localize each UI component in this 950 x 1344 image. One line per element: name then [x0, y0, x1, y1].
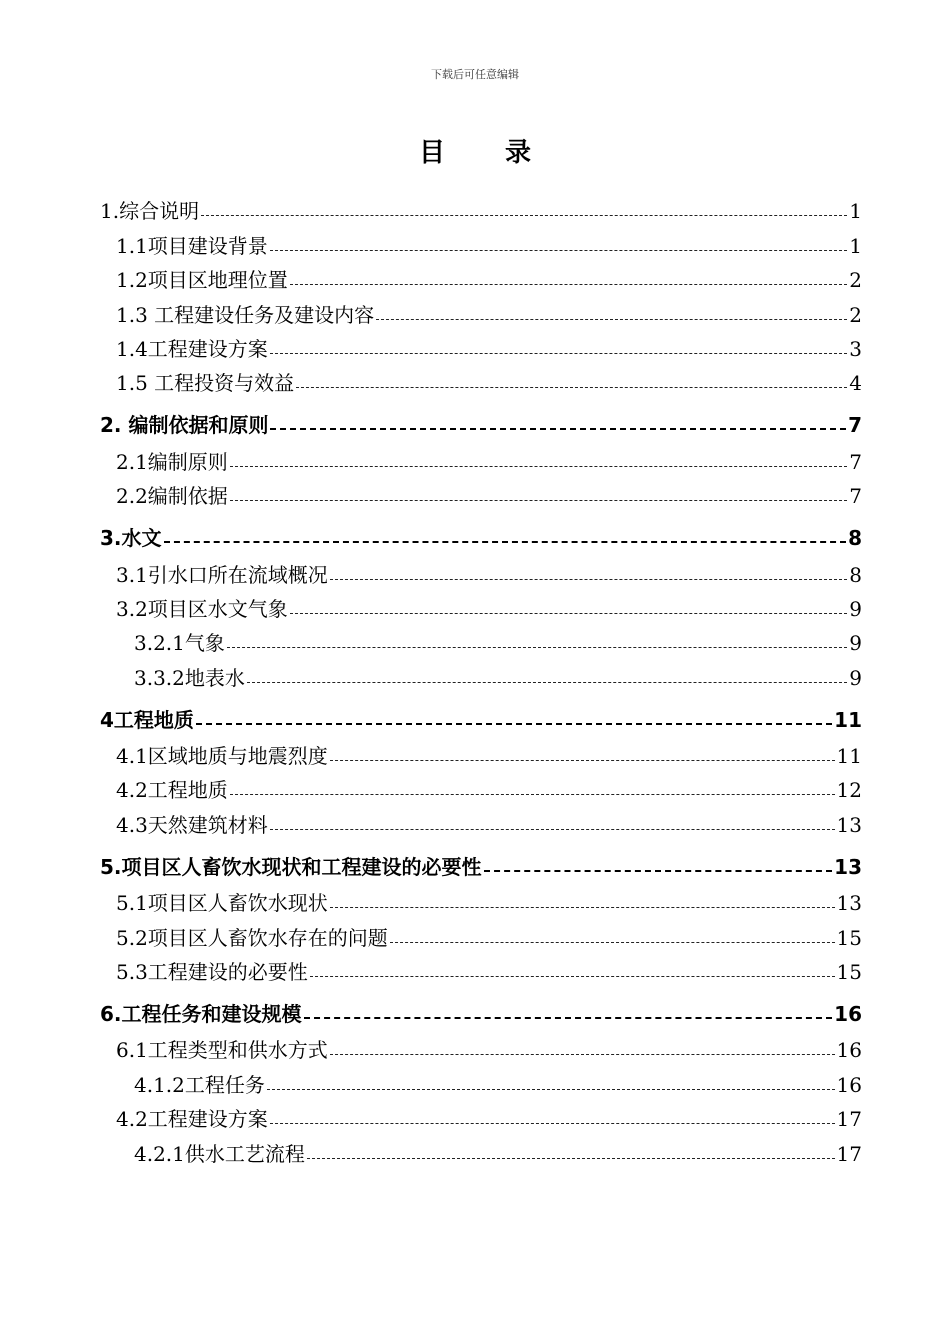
toc-dot-leader — [330, 760, 835, 761]
toc-entry-label: 4.2工程建设方案 — [116, 1107, 268, 1132]
toc-entry-page-number: 7 — [849, 449, 862, 474]
toc-entry[interactable] — [100, 803, 862, 837]
toc-dot-leader — [230, 466, 847, 467]
toc-entry-page-number: 1 — [849, 199, 862, 224]
toc-entry-label: 3.1引水口所在流域概况 — [116, 562, 328, 587]
toc-entry[interactable] — [100, 190, 862, 224]
toc-dot-leader — [330, 907, 835, 908]
toc-entry-label: 3.2项目区水文气象 — [116, 596, 288, 621]
toc-entry-page-number: 16 — [836, 1038, 862, 1063]
toc-dot-leader — [270, 250, 847, 251]
toc-entry[interactable] — [100, 328, 862, 362]
toc-entry[interactable] — [100, 691, 862, 735]
toc-dot-leader — [230, 794, 835, 795]
toc-dot-leader — [330, 1054, 835, 1055]
toc-entry[interactable] — [100, 951, 862, 985]
toc-entry-page-number: 2 — [849, 268, 862, 293]
toc-dot-leader — [376, 319, 847, 320]
toc-entry-page-number: 11 — [834, 707, 862, 732]
toc-entry-label: 4.2工程地质 — [116, 778, 228, 803]
toc-entry-label: 1.2项目区地理位置 — [116, 268, 288, 293]
toc-dot-leader — [290, 284, 847, 285]
toc-entry[interactable] — [100, 259, 862, 293]
toc-title: 目录 — [418, 138, 591, 168]
toc-entry-label: 5.1项目区人畜饮水现状 — [116, 891, 328, 916]
toc-entry[interactable] — [100, 1063, 862, 1097]
toc-entry-label: 2.1编制原则 — [116, 449, 228, 474]
toc-entry-page-number: 7 — [848, 413, 862, 438]
toc-entry-page-number: 7 — [849, 484, 862, 509]
toc-entry[interactable] — [100, 588, 862, 622]
toc-entry-page-number: 13 — [836, 891, 862, 916]
toc-entry[interactable] — [100, 882, 862, 916]
toc-dot-leader — [390, 942, 835, 943]
toc-dot-leader — [270, 1123, 835, 1124]
toc-entry[interactable] — [100, 985, 862, 1029]
toc-dot-leader — [227, 647, 847, 648]
toc-entry-page-number: 9 — [849, 665, 862, 690]
toc-dot-leader — [307, 1158, 835, 1159]
toc-dot-leader — [267, 1089, 835, 1090]
toc-entry-label: 1.4工程建设方案 — [116, 336, 268, 361]
toc-entry-page-number: 17 — [836, 1141, 862, 1166]
toc-dot-leader — [201, 215, 847, 216]
toc-entry[interactable] — [100, 509, 862, 553]
toc-entry-label: 3.2.1气象 — [134, 631, 225, 656]
toc-entry-label: 1.3 工程建设任务及建设内容 — [116, 302, 375, 327]
toc-entry-label: 1.1项目建设背景 — [116, 233, 268, 258]
table-of-contents — [100, 190, 862, 1167]
page-header-note: 下载后可任意编辑 — [431, 68, 519, 81]
toc-entry-label: 1.综合说明 — [100, 199, 200, 224]
toc-entry[interactable] — [100, 362, 862, 396]
toc-dot-leader — [304, 1017, 833, 1019]
toc-entry-label: 2. 编制依据和原则 — [100, 413, 269, 438]
toc-entry-page-number: 15 — [836, 925, 862, 950]
toc-entry-label: 3.水文 — [100, 526, 162, 551]
toc-entry-label: 5.3工程建设的必要性 — [116, 960, 308, 985]
toc-entry[interactable] — [100, 224, 862, 258]
toc-entry-label: 4.3天然建筑材料 — [116, 812, 268, 837]
toc-dot-leader — [230, 500, 847, 501]
toc-dot-leader — [270, 829, 835, 830]
toc-entry-page-number: 13 — [836, 812, 862, 837]
toc-dot-leader — [296, 387, 847, 388]
toc-entry-page-number: 9 — [849, 631, 862, 656]
toc-entry-label: 4.1.2工程任务 — [134, 1072, 265, 1097]
toc-dot-leader — [330, 579, 847, 580]
toc-entry-label: 4.1区域地质与地震烈度 — [116, 744, 328, 769]
toc-entry[interactable] — [100, 440, 862, 474]
toc-entry-label: 3.3.2地表水 — [134, 665, 245, 690]
toc-entry[interactable] — [100, 622, 862, 656]
toc-entry-page-number: 2 — [849, 302, 862, 327]
toc-entry-label: 5.项目区人畜饮水现状和工程建设的必要性 — [100, 854, 482, 879]
toc-entry[interactable] — [100, 735, 862, 769]
toc-dot-leader — [270, 428, 846, 430]
toc-entry[interactable] — [100, 293, 862, 327]
toc-entry-page-number: 3 — [849, 336, 862, 361]
toc-dot-leader — [270, 353, 847, 354]
toc-dot-leader — [310, 976, 835, 977]
toc-entry[interactable] — [100, 838, 862, 882]
toc-dot-leader — [247, 682, 847, 683]
toc-entry-page-number: 16 — [834, 1002, 862, 1027]
toc-entry-label: 5.2项目区人畜饮水存在的问题 — [116, 925, 388, 950]
toc-entry-page-number: 8 — [848, 526, 862, 551]
toc-entry-page-number: 8 — [849, 562, 862, 587]
toc-entry-label: 2.2编制依据 — [116, 484, 228, 509]
toc-dot-leader — [290, 613, 847, 614]
toc-entry-page-number: 9 — [849, 596, 862, 621]
toc-entry-page-number: 17 — [836, 1107, 862, 1132]
toc-entry[interactable] — [100, 475, 862, 509]
toc-entry-label: 4工程地质 — [100, 707, 194, 732]
toc-entry[interactable] — [100, 769, 862, 803]
toc-entry-page-number: 12 — [836, 778, 862, 803]
toc-entry-page-number: 11 — [836, 744, 862, 769]
toc-entry-label: 1.5 工程投资与效益 — [116, 371, 295, 396]
toc-entry[interactable] — [100, 656, 862, 690]
toc-dot-leader — [164, 541, 847, 543]
toc-entry-label: 6.1工程类型和供水方式 — [116, 1038, 328, 1063]
toc-dot-leader — [196, 723, 832, 725]
toc-entry[interactable] — [100, 916, 862, 950]
toc-entry-label: 6.工程任务和建设规模 — [100, 1002, 302, 1027]
toc-entry-label: 4.2.1供水工艺流程 — [134, 1141, 305, 1166]
toc-entry-page-number: 4 — [849, 371, 862, 396]
toc-entry-page-number: 13 — [834, 854, 862, 879]
toc-entry[interactable] — [100, 396, 862, 440]
toc-entry[interactable] — [100, 1132, 862, 1166]
toc-entry[interactable] — [100, 1098, 862, 1132]
toc-dot-leader — [484, 870, 833, 872]
toc-entry-page-number: 15 — [836, 960, 862, 985]
toc-entry-page-number: 16 — [836, 1072, 862, 1097]
toc-entry-page-number: 1 — [849, 233, 862, 258]
toc-entry[interactable] — [100, 553, 862, 587]
toc-entry[interactable] — [100, 1029, 862, 1063]
